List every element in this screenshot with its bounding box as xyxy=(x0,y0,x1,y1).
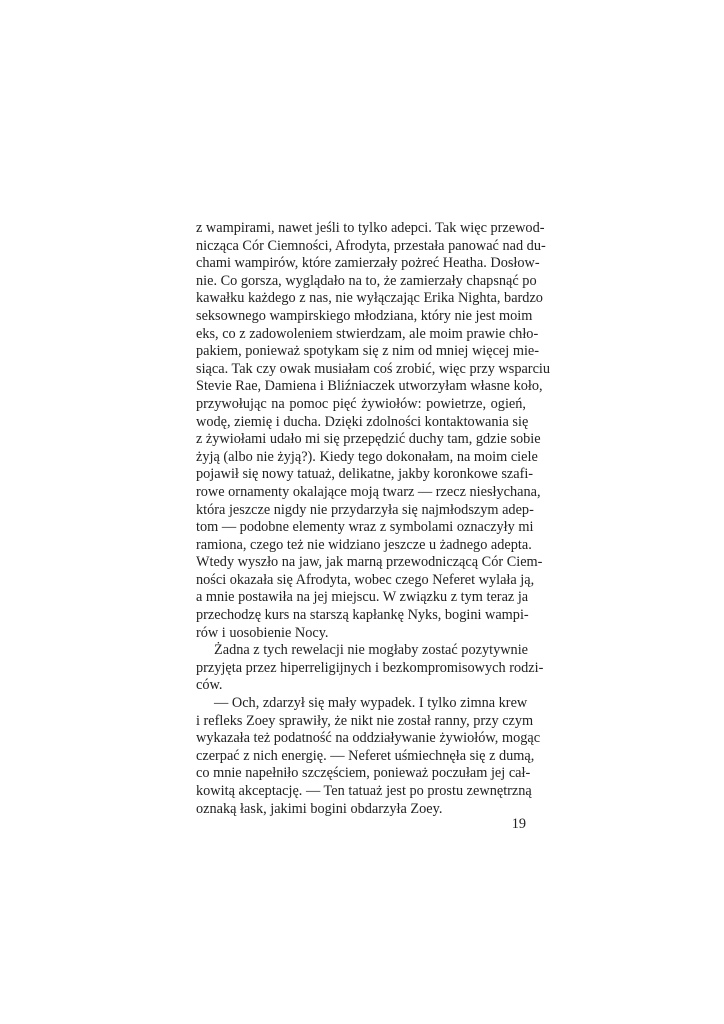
text-line: pakiem, ponieważ spotykam się z nim od mniej więcej mie- xyxy=(196,343,540,360)
text-line: nie. Co gorsza, wyglądało na to, że zamierzały chapsnąć po xyxy=(196,272,537,289)
text-line: która jeszcze nigdy nie przydarzyła się najmłodszym adep- xyxy=(196,501,534,518)
text-line: eks, co z zadowoleniem stwierdzam, ale moim prawie chło- xyxy=(196,325,539,342)
text-line: przechodzę kurs na starszą kapłankę Nyks, bogini wampi- xyxy=(196,607,529,624)
text-line: siąca. Tak czy owak musiałam coś zrobić, więc przy wsparciu xyxy=(196,360,551,377)
text-line: Stevie Rae, Damiena i Bliźniaczek utworzyłam własne koło, xyxy=(196,378,543,395)
text-line: ności okazała się Afrodyta, wobec czego Neferet wylała ją, xyxy=(196,571,535,588)
body-text xyxy=(196,220,551,818)
text-line: a mnie postawiła na jej miejscu. W związku z tym teraz ja xyxy=(196,589,529,606)
text-line: czerpać z nich energię. — Neferet uśmiechnęła się z dumą, xyxy=(196,747,535,764)
text-line: co mnie napełniło szczęściem, ponieważ poczułam jej cał- xyxy=(196,765,531,782)
text-line: z żywiołami udało mi się przepędzić duchy tam, gdzie sobie xyxy=(196,431,541,448)
text-line: rowe ornamenty okalające moją twarz — rzecz niesłychana, xyxy=(196,483,541,500)
text-line: seksownego wampirskiego młodziana, który nie jest moim xyxy=(196,307,533,324)
text-line: nicząca Cór Ciemności, Afrodyta, przestała panować nad du- xyxy=(196,237,546,254)
page-number: 19 xyxy=(511,816,526,832)
text-line: przyjęta przez hiperreligijnych i bezkompromisowych rodzi- xyxy=(196,659,544,676)
text-line: chami wampirów, które zamierzały pożreć Heatha. Dosłow- xyxy=(196,255,540,272)
text-line: kawałku każdego z nas, nie wyłączając Erika Nighta, bardzo xyxy=(196,290,543,307)
text-line: rów i uosobienie Nocy. xyxy=(196,624,329,641)
text-line: z wampirami, nawet jeśli to tylko adepci. Tak więc przewod- xyxy=(196,220,545,236)
text-line: i refleks Zoey sprawiły, że nikt nie został ranny, przy czym xyxy=(196,712,534,729)
text-line: oznaką łask, jakimi bogini obdarzyła Zoey. xyxy=(196,800,443,817)
text-line: kowitą akceptację. — Ten tatuaż jest po prostu zewnętrzną xyxy=(196,783,532,799)
text-line: przywołując na pomoc pięć żywiołów: powietrze, ogień, xyxy=(196,395,526,412)
text-line: ramiona, czego też nie widziano jeszcze u żadnego adepta. xyxy=(196,536,532,553)
text-line: pojawił się nowy tatuaż, delikatne, jakby koronkowe szafi- xyxy=(196,466,534,483)
text-line: wykazała też podatność na oddziaływanie żywiołów, mogąc xyxy=(196,730,541,747)
text-line: Żadna z tych rewelacji nie mogłaby zostać pozytywnie xyxy=(214,642,529,659)
text-line: wodę, ziemię i ducha. Dzięki zdolności kontaktowania się xyxy=(196,413,529,430)
text-line: ców. xyxy=(196,677,223,694)
text-line: tom — podobne elementy wraz z symbolami oznaczyły mi xyxy=(196,519,534,536)
text-line: żyją (albo nie żyją?). Kiedy tego dokonałam, na moim ciele xyxy=(196,448,538,465)
text-line: — Och, zdarzył się mały wypadek. I tylko zimna krew xyxy=(214,695,528,712)
text-line: Wtedy wyszło na jaw, jak marną przewodniczącą Cór Ciem- xyxy=(196,554,543,571)
